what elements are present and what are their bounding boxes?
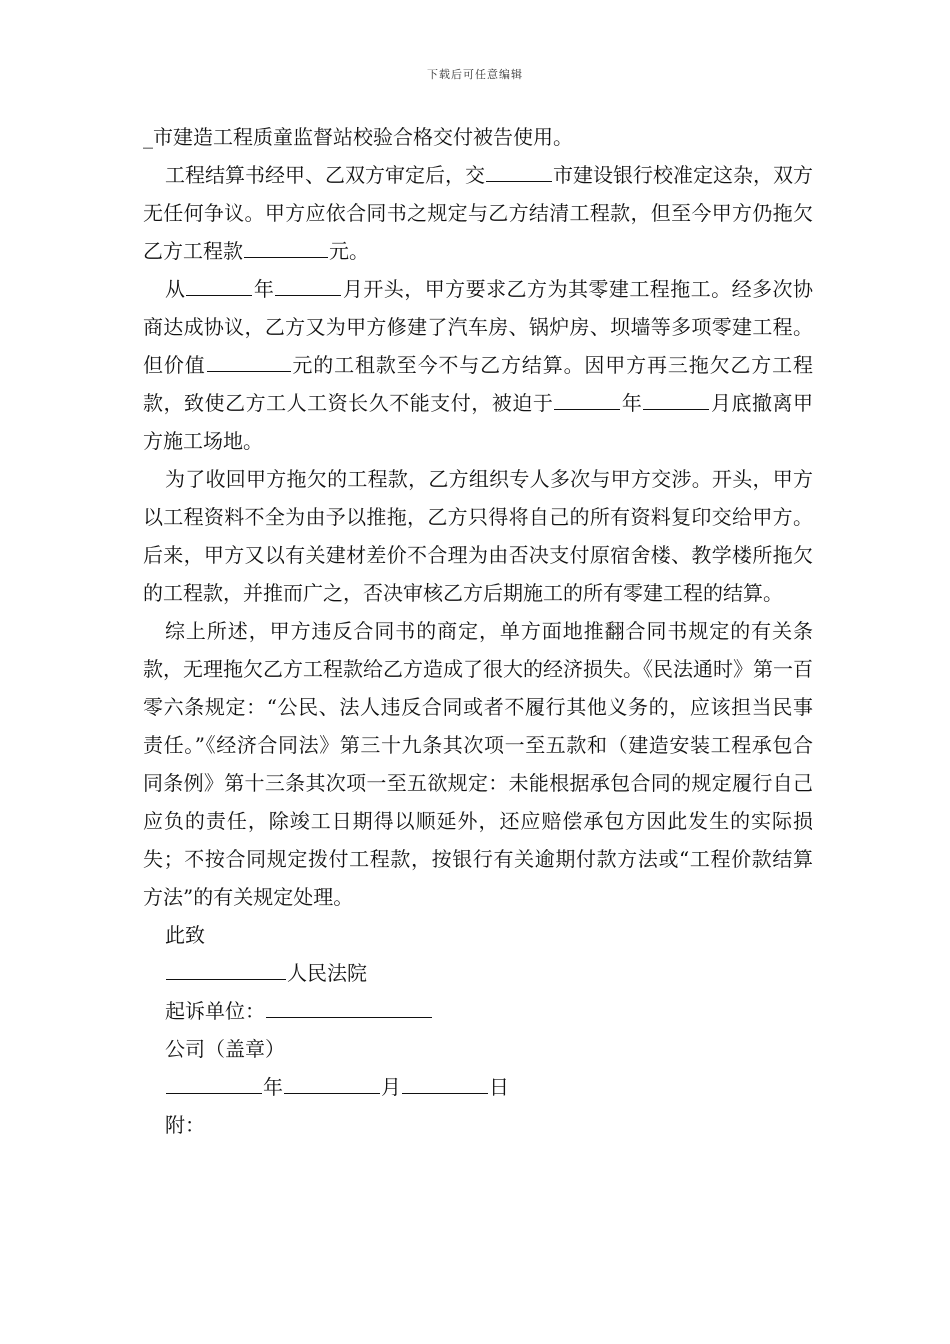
blank-court-name: [166, 955, 286, 980]
paragraph-1-text: 市建造工程质童监督站校验合格交付被告使用。: [153, 125, 573, 149]
date-month-label: 月: [381, 1075, 401, 1099]
date-day-label: 日: [489, 1075, 509, 1099]
paragraph-3-text-1: 从: [165, 277, 186, 301]
paragraph-5: 综上所述，甲方违反合同书的商定，单方面地推翻合同书规定的有关条款，无理拖欠乙方工程款给乙方造成了很大的经济损失。《民法通时》第一百零六条规定：“公民、法人违反合同或者不履行其他义务的，应该担当民事责任。”《经济合同法》第三十九条其次项一至五款和（建造安装工程承包合同条例》第十三条其次项一至五欲规定：未能根据承包合同的规定履行自己应负的责任，除竣工日期得以顺延外，还应赔偿承包方因此发生的实际损失；不按合同规定拨付工程款，按银行有关逾期付款方法或“工程价款结算方法”的有关规定处理。: [143, 619, 813, 909]
paragraph-3-text-4: 元的工租款至今不与乙方结算。因甲方再三拖欠乙方工程款，致使乙方工人工资长久不能支付，被迫于: [143, 353, 814, 415]
blank-plaintiff-name: [266, 993, 432, 1018]
court-line: [143, 954, 813, 992]
court-label: 人民法院: [287, 961, 367, 985]
document-body: [143, 118, 813, 1144]
page-header: 下载后可任意编辑: [427, 68, 523, 81]
paragraph-2: [143, 156, 813, 270]
paragraph-2-text-2: 市建设银行校准定这杂，双方无任何争议。甲方应依合同书之规定与乙方结清工程款，但至今甲方仍拖欠乙方工程款: [143, 163, 813, 263]
plaintiff-label: 起诉单位：: [165, 999, 265, 1023]
paragraph-2-text-3: 元。: [329, 239, 369, 263]
blank-date-year: [166, 1069, 262, 1094]
salutation: 此致: [165, 923, 205, 947]
blank-start-month: [275, 271, 341, 296]
date-year-label: 年: [263, 1075, 283, 1099]
paragraph-2-text-1: 工程结算书经甲、乙双方审定后，交: [165, 163, 485, 187]
blank-amount-owed: [244, 233, 328, 258]
attachment-label: 附：: [165, 1113, 205, 1137]
company-seal: 公司（盖章）: [165, 1037, 285, 1061]
blank-value: [207, 347, 291, 372]
plaintiff-line: [143, 992, 813, 1030]
blank-date-month: [284, 1069, 380, 1094]
paragraph-1: [143, 118, 813, 156]
blank-start-year: [186, 271, 252, 296]
paragraph-4: 为了收回甲方拖欠的工程款，乙方组织专人多次与甲方交涉。开头，甲方以工程资料不全为由予以推拖，乙方只得将自己的所有资料复印交给甲方。后来，甲方又以有关建材差价不合理为由否决支付原宿舍楼、教学楼所拖欠的工程款，并推而广之，否决审核乙方后期施工的所有零建工程的结算。: [143, 467, 813, 605]
blank-bank-city: [486, 157, 552, 182]
paragraph-3-text-3: 月开头，甲方要求乙方为其零建工程拖工。经多次协商达成协议，乙方又为甲方修建了汽车房、锅炉房、坝墙等多项零建工程。但价值: [143, 277, 814, 377]
paragraph-3-text-2: 年: [253, 277, 275, 301]
blank-short: _: [143, 125, 153, 149]
blank-leave-month: [643, 385, 709, 410]
paragraph-3: [143, 270, 813, 460]
date-line: [143, 1068, 813, 1106]
paragraph-3-text-5: 年: [621, 391, 643, 415]
blank-leave-year: [554, 385, 620, 410]
paragraph-3-text-6: 月底撤离甲方施工场地。: [143, 391, 814, 453]
blank-date-day: [402, 1069, 488, 1094]
